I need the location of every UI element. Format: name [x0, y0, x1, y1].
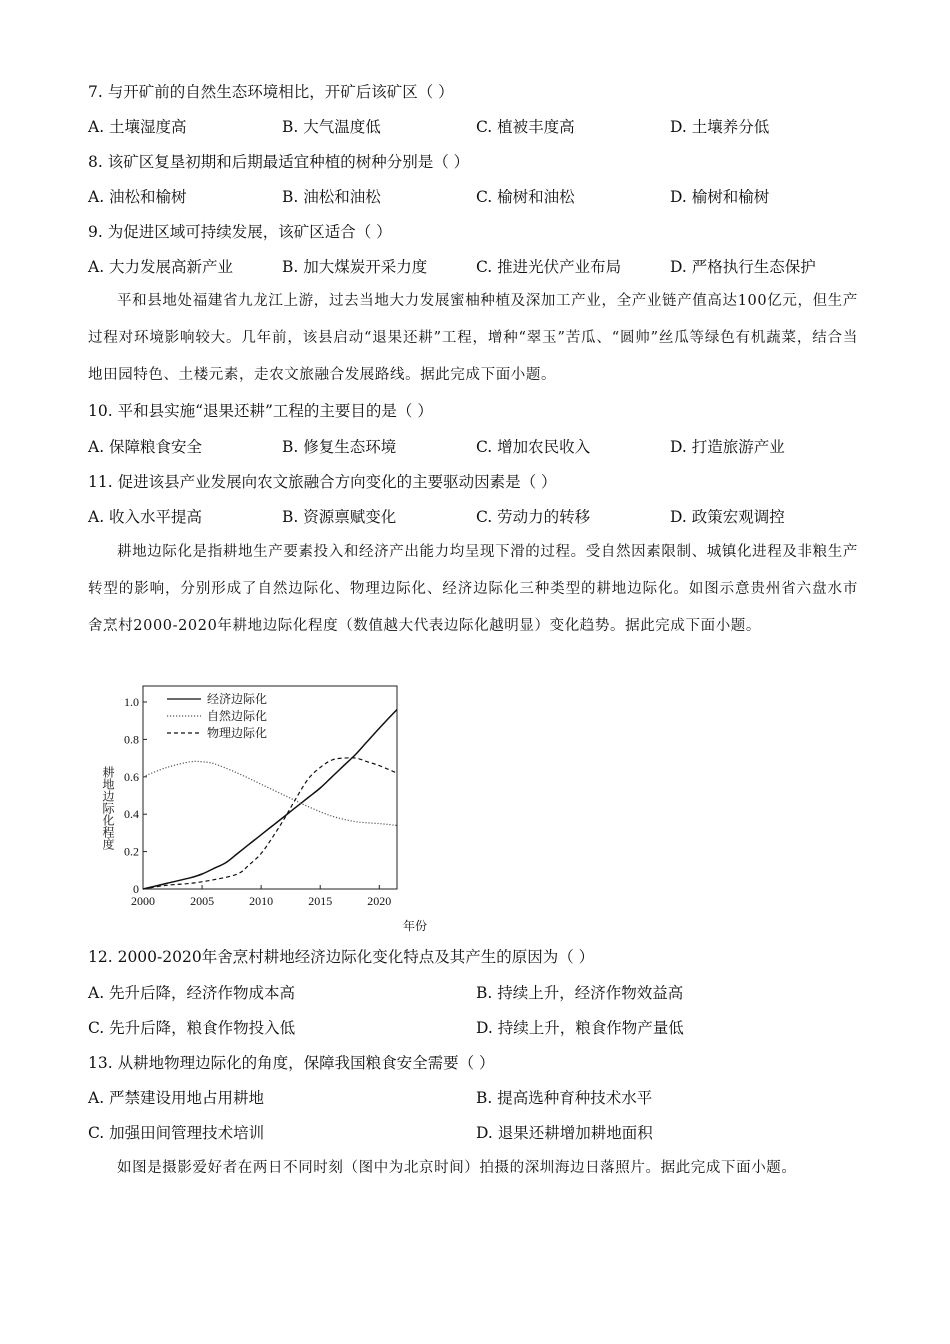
q10-option-b: B. 修复生态环境 [282, 438, 397, 456]
question-9-stem: 9. 为促进区域可持续发展，该矿区适合（ ） [88, 223, 392, 241]
q13-option-c: C. 加强田间管理技术培训 [88, 1124, 265, 1142]
q12-option-d: D. 持续上升，粮食作物产量低 [476, 1019, 684, 1037]
question-10-stem: 10. 平和县实施“退果还耕”工程的主要目的是（ ） [88, 402, 433, 420]
q12-option-a: A. 先升后降，经济作物成本高 [88, 984, 296, 1002]
q10-option-c: C. 增加农民收入 [476, 438, 591, 456]
q10-option-d: D. 打造旅游产业 [670, 438, 785, 456]
question-12-stem: 12. 2000-2020年舍烹村耕地经济边际化变化特点及其产生的原因为（ ） [88, 948, 595, 966]
marginalization-line-chart [95, 680, 435, 936]
q13-option-d: D. 退果还耕增加耕地面积 [476, 1124, 653, 1142]
q11-option-d: D. 政策宏观调控 [670, 508, 785, 526]
q8-option-a: A. 油松和榆树 [88, 188, 187, 206]
series-line-2 [143, 761, 397, 825]
y-tick-label: 0.6 [124, 769, 139, 784]
q11-option-c: C. 劳动力的转移 [476, 508, 591, 526]
y-tick-label: 0.8 [124, 732, 139, 747]
series-line-1 [143, 710, 397, 890]
q7-option-c: C. 植被丰度高 [476, 118, 575, 136]
q8-option-d: D. 榆树和榆树 [670, 188, 770, 206]
question-11-stem: 11. 促进该县产业发展向农文旅融合方向变化的主要驱动因素是（ ） [88, 473, 557, 491]
chart-legend [167, 691, 267, 740]
question-7-stem: 7. 与开矿前的自然生态环境相比，开矿后该矿区（ ） [88, 83, 454, 101]
chart-ylabel: 耕地边际化程度 [101, 766, 115, 850]
question-13-stem: 13. 从耕地物理边际化的角度，保障我国粮食安全需要（ ） [88, 1054, 495, 1072]
chart-axes [143, 686, 397, 889]
q10-option-a: A. 保障粮食安全 [88, 438, 203, 456]
passage-sunset-text: 如图是摄影爱好者在两日不同时刻（图中为北京时间）拍摄的深圳海边日落照片。据此完成下面小题。 [117, 1160, 797, 1176]
y-tick-label: 0.4 [124, 807, 139, 822]
x-tick-label: 2020 [367, 894, 392, 908]
passage-pinghe [88, 283, 858, 394]
legend-label: 经济边际化 [207, 692, 268, 706]
q13-option-b: B. 提高选种育种技术水平 [476, 1089, 653, 1107]
x-tick-label: 2015 [308, 894, 333, 908]
q7-option-d: D. 土壤养分低 [670, 118, 770, 136]
q7-option-b: B. 大气温度低 [282, 118, 381, 136]
q9-option-c: C. 推进光伏产业布局 [476, 258, 622, 276]
q12-option-c: C. 先升后降，粮食作物投入低 [88, 1019, 296, 1037]
legend-label: 物理边际化 [207, 726, 268, 740]
q9-option-b: B. 加大煤炭开采力度 [282, 258, 428, 276]
q9-option-a: A. 大力发展高新产业 [88, 258, 234, 276]
x-tick-label: 2005 [190, 894, 215, 908]
passage-sunset [88, 1150, 858, 1187]
q8-option-c: C. 榆树和油松 [476, 188, 575, 206]
passage-marginalization-text: 耕地边际化是指耕地生产要素投入和经济产出能力均呈现下滑的过程。受自然因素限制、城镇化进程及非粮生产转型的影响，分别形成了自然边际化、物理边际化、经济边际化三种类型的耕地边际化。如图示意贵州省六盘水市舍烹村2000-2020年耕地边际化程度（数值越大代表边际化越明显）变化趋势。据此完成下面小题。 [88, 544, 858, 634]
q11-option-a: A. 收入水平提高 [88, 508, 203, 526]
chart-series [143, 710, 397, 890]
passage-marginalization [88, 534, 858, 645]
x-tick-label: 2000 [131, 894, 155, 908]
question-8-stem: 8. 该矿区复垦初期和后期最适宜种植的树种分别是（ ） [88, 153, 470, 171]
q9-option-d: D. 严格执行生态保护 [670, 258, 816, 276]
chart-xlabel: 年份 [403, 919, 428, 933]
y-tick-label: 0 [133, 882, 139, 896]
q11-option-b: B. 资源禀赋变化 [282, 508, 397, 526]
q7-option-a: A. 土壤湿度高 [88, 118, 187, 136]
q12-option-b: B. 持续上升，经济作物效益高 [476, 984, 684, 1002]
q8-option-b: B. 油松和油松 [282, 188, 381, 206]
plot-frame [143, 686, 397, 889]
legend-label: 自然边际化 [207, 709, 268, 723]
q13-option-a: A. 严禁建设用地占用耕地 [88, 1089, 265, 1107]
y-tick-label: 1.0 [124, 695, 139, 709]
y-tick-label: 0.2 [124, 844, 139, 859]
passage-pinghe-text: 平和县地处福建省九龙江上游，过去当地大力发展蜜柚种植及深加工产业，全产业链产值高达100亿元，但生产过程对环境影响较大。几年前，该县启动“退果还耕”工程，增种“翠玉”苦瓜、“圆帅”丝瓜等绿色有机蔬菜，结合当地田园特色、土楼元素，走农文旅融合发展路线。据此完成下面小题。 [88, 293, 858, 383]
series-line-3 [143, 758, 397, 889]
x-tick-label: 2010 [249, 894, 274, 908]
